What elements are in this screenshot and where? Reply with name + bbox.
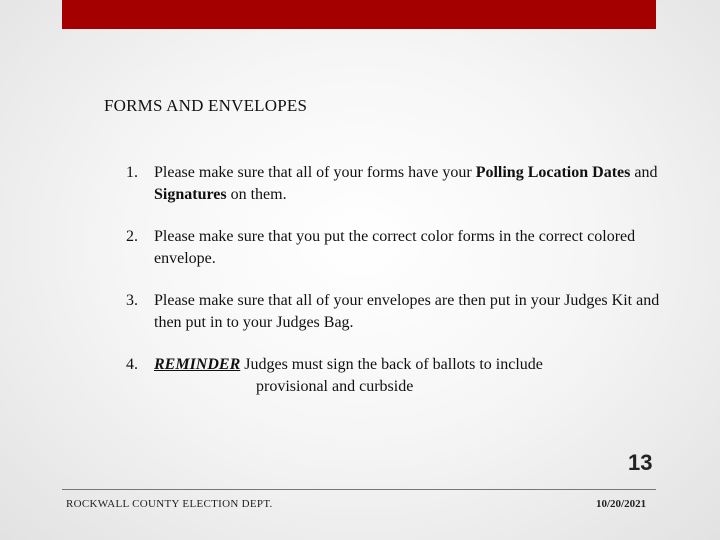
polling-location-dates-emphasis: Polling Location Dates bbox=[475, 164, 631, 181]
slide-number: 13 bbox=[628, 450, 653, 475]
signatures-emphasis: Signatures bbox=[154, 186, 227, 203]
list-item-number: 1. bbox=[126, 164, 138, 181]
header-accent-bar bbox=[62, 0, 656, 29]
text-segment: Judges must sign the back of ballots to include bbox=[240, 356, 543, 373]
list-item-text: Please make sure that you put the correct color forms in the correct colored envelope. bbox=[154, 228, 636, 267]
list-item-number: 3. bbox=[126, 292, 138, 309]
slide-title: FORMS AND ENVELOPES bbox=[104, 96, 308, 115]
list-item-text: Please make sure that all of your envelopes are then put in your Judges Kit and then put in to your Judges Bag. bbox=[154, 292, 660, 331]
list-item bbox=[126, 162, 686, 206]
footer-organization: ROCKWALL COUNTY ELECTION DEPT. bbox=[66, 498, 273, 510]
footer-divider bbox=[62, 489, 656, 490]
list-item-text bbox=[154, 162, 669, 206]
instruction-list bbox=[126, 162, 686, 398]
text-segment: and bbox=[630, 164, 658, 181]
list-item bbox=[126, 226, 686, 270]
list-item-number: 4. bbox=[126, 356, 138, 373]
text-segment: provisional and curbside bbox=[256, 378, 414, 395]
list-item-number: 2. bbox=[126, 228, 138, 245]
list-item bbox=[126, 354, 686, 398]
list-item-text bbox=[154, 354, 669, 398]
reminder-emphasis: REMINDER bbox=[154, 356, 241, 373]
footer-date: 10/20/2021 bbox=[596, 498, 647, 510]
text-segment: on them. bbox=[226, 186, 287, 203]
text-segment: Please make sure that all of your forms have your bbox=[154, 164, 476, 181]
list-item bbox=[126, 290, 686, 334]
